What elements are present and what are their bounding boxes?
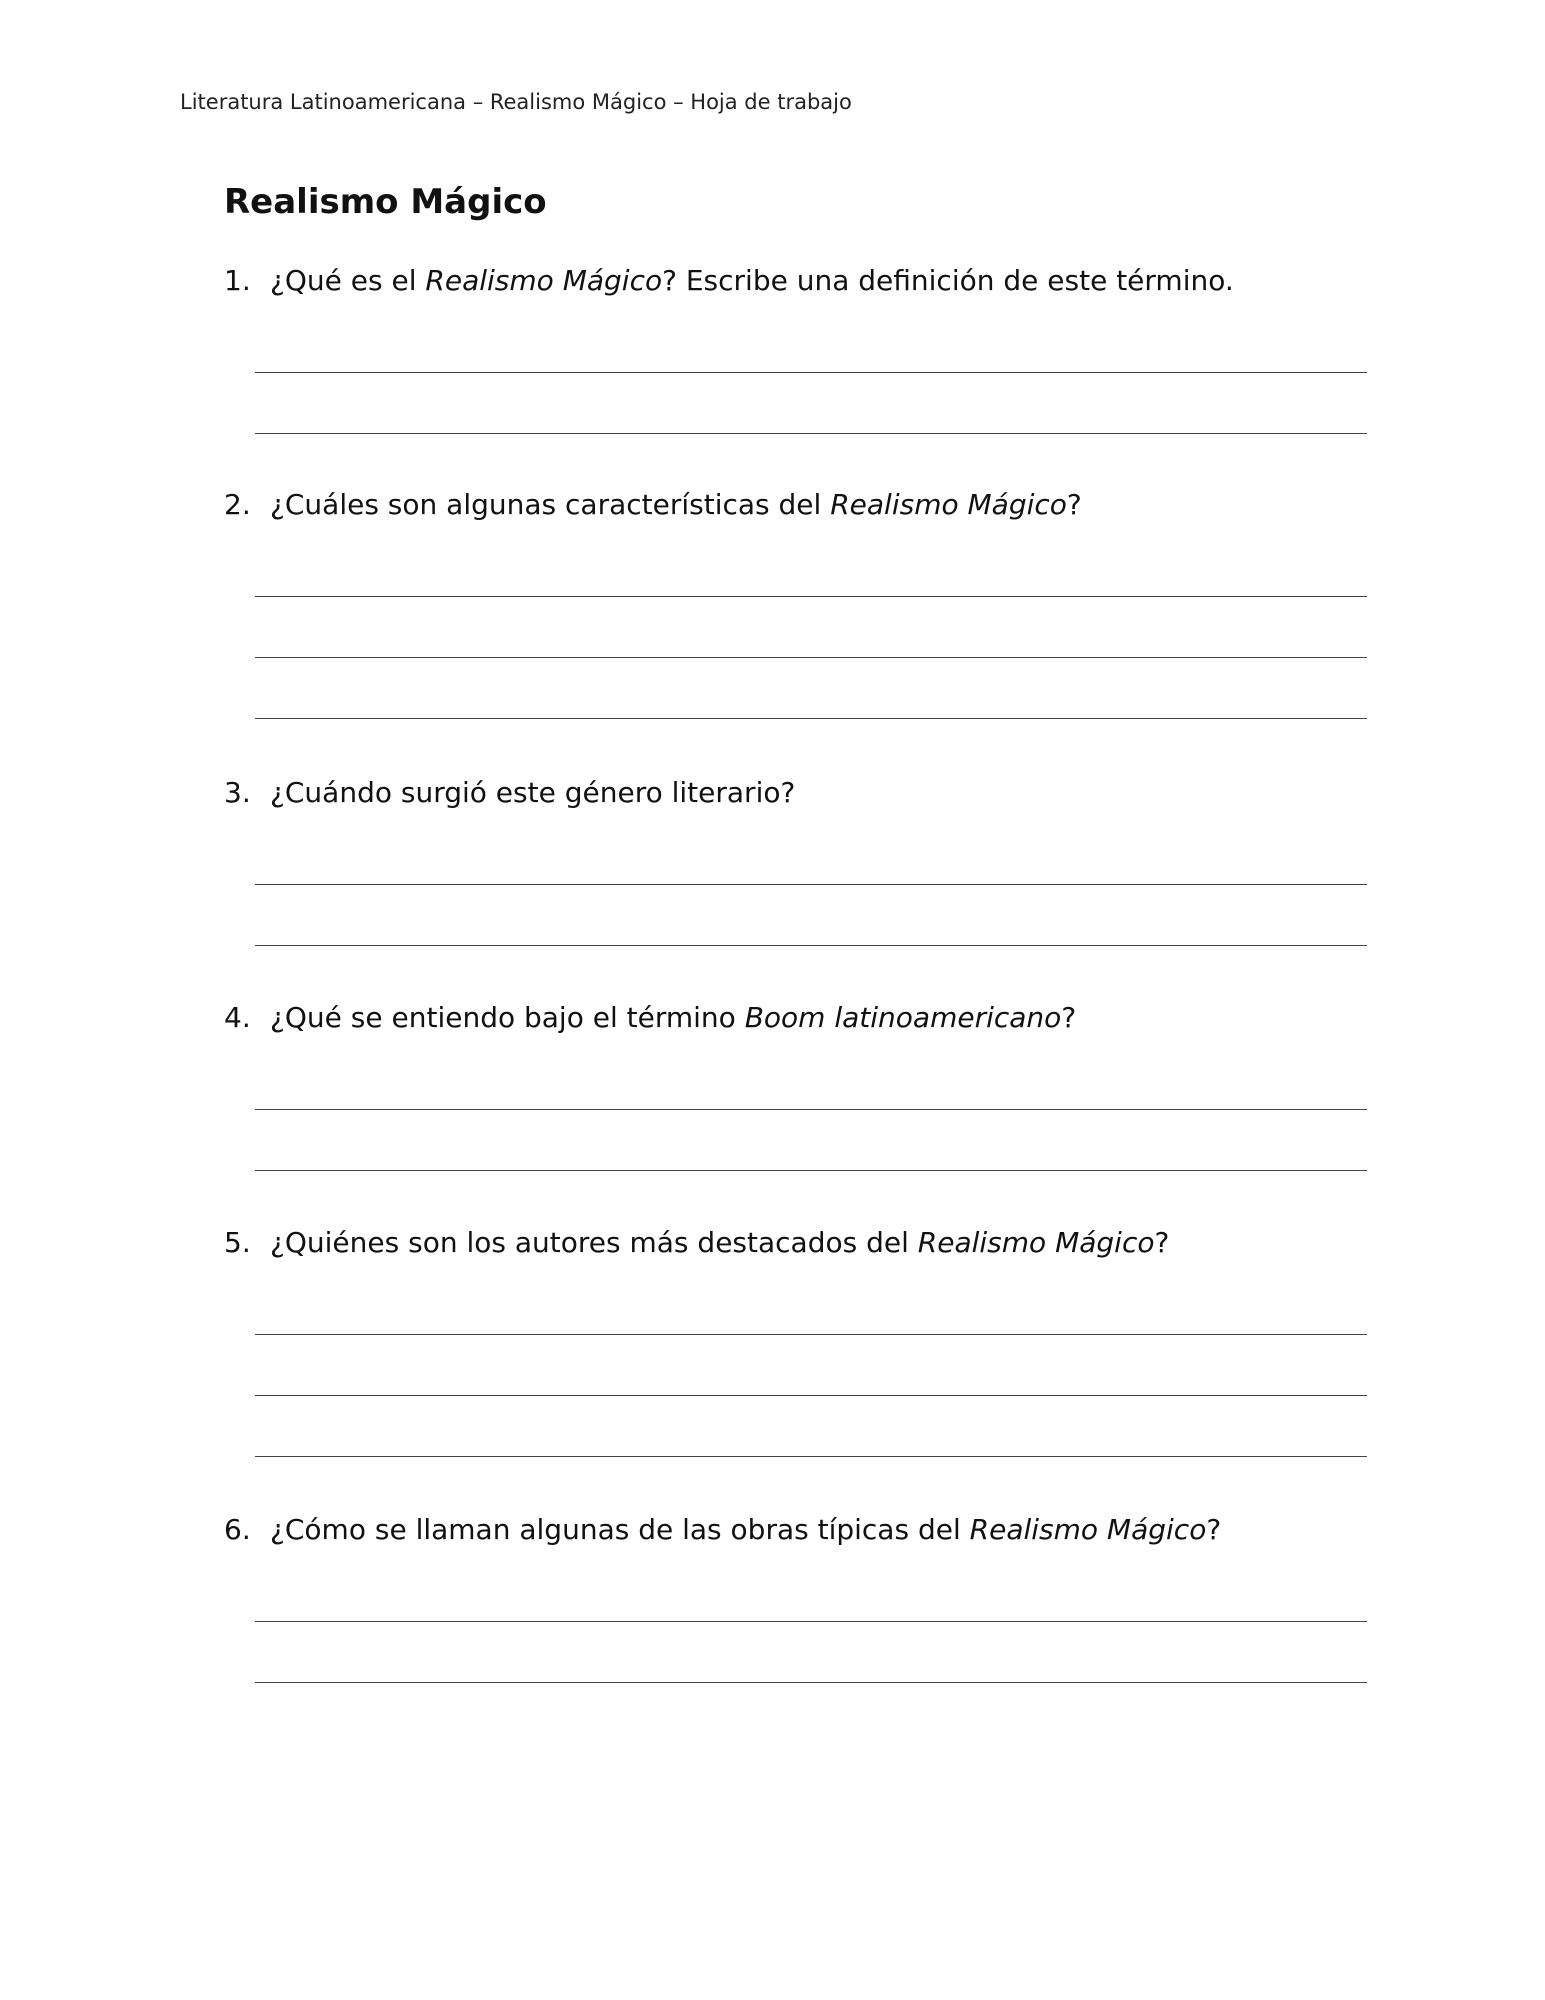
worksheet-title: Realismo Mágico [224,182,547,222]
question-emphasis: Realismo Mágico [969,1513,1207,1546]
answer-line[interactable] [255,1170,1367,1171]
question-6 [224,1513,1374,1546]
question-text-end: ? [1206,1513,1222,1546]
question-text: ¿Cuáles son algunas características del [270,488,831,521]
question-5 [224,1226,1374,1259]
question-text: ¿Qué se entiendo bajo el término [270,1001,745,1034]
question-text-end: ? [1061,1001,1077,1034]
answer-line[interactable] [255,1334,1367,1335]
question-number: 2. [224,488,251,521]
answer-line[interactable] [255,718,1367,719]
answer-line[interactable] [255,884,1367,885]
question-number: 3. [224,776,251,809]
answer-line[interactable] [255,1109,1367,1110]
question-text-end: ? Escribe una definición de este término. [662,264,1234,297]
question-text: ¿Quiénes son los autores más destacados del [270,1226,918,1259]
answer-line[interactable] [255,1621,1367,1622]
question-emphasis: Realismo Mágico [830,488,1067,521]
question-number: 6. [224,1513,251,1546]
question-3 [224,776,1374,809]
answer-line[interactable] [255,945,1367,946]
answer-line[interactable] [255,1395,1367,1396]
question-text: ¿Qué es el [270,264,426,297]
question-emphasis: Realismo Mágico [425,264,663,297]
question-emphasis: Realismo Mágico [917,1226,1155,1259]
question-number: 1. [224,264,251,297]
question-text: ¿Cómo se llaman algunas de las obras típicas del [270,1513,970,1546]
answer-line[interactable] [255,596,1367,597]
question-1 [224,264,1374,297]
question-2 [224,488,1374,521]
answer-line[interactable] [255,372,1367,373]
question-text-end: ? [1154,1226,1170,1259]
page-header: Literatura Latinoamericana – Realismo Mágico – Hoja de trabajo [180,90,852,114]
question-4 [224,1001,1374,1034]
question-text-end: ? [1066,488,1082,521]
question-emphasis: Boom latinoamericano [744,1001,1062,1034]
question-text: ¿Cuándo surgió este género literario? [270,776,796,809]
answer-line[interactable] [255,657,1367,658]
question-number: 5. [224,1226,251,1259]
answer-line[interactable] [255,1456,1367,1457]
question-number: 4. [224,1001,251,1034]
answer-line[interactable] [255,1682,1367,1683]
answer-line[interactable] [255,433,1367,434]
